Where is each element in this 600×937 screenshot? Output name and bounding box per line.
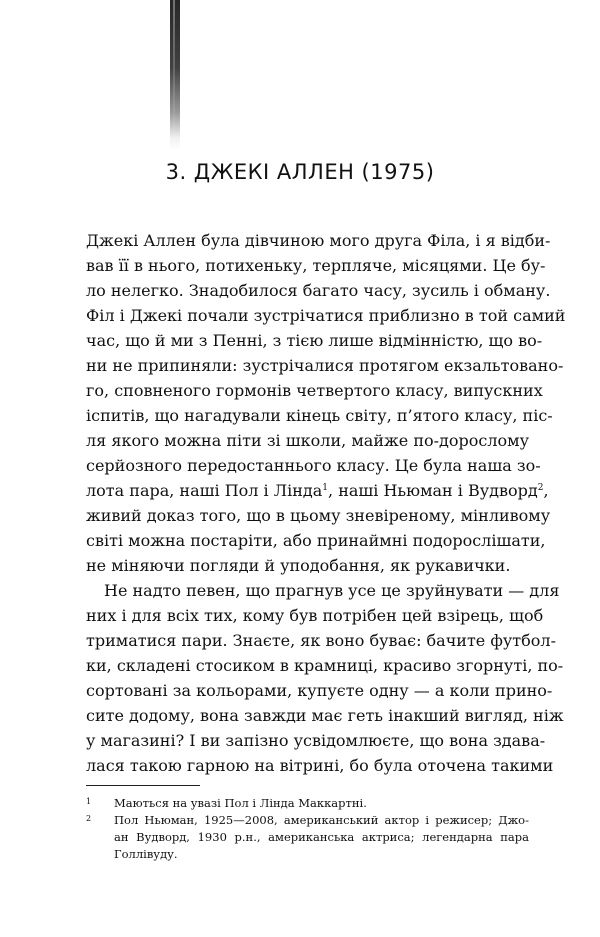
text-segment: лота пара, наші Пол і Лінда: [86, 481, 323, 500]
body-text: [86, 228, 566, 778]
text-line: іспитів, що нагадували кінець світу, п’ятого класу, піс-: [86, 406, 553, 425]
text-segment: ,: [543, 481, 549, 500]
text-line: не міняючи погляди й уподобання, як рукавички.: [86, 556, 511, 575]
text-line: живий доказ того, що в цьому зневіреному, мінливому: [86, 506, 551, 525]
text-line: у магазині? І ви запізно усвідомлюєте, що вона здава-: [86, 731, 546, 750]
text-line: сортовані за кольорами, купуєте одну — а коли прино-: [86, 681, 553, 700]
text-line: ля якого можна піти зі школи, майже по-дорослому: [86, 431, 529, 450]
chapter-title: 3. ДЖЕКІ АЛЛЕН (1975): [165, 160, 435, 184]
text-line: лася такою гарною на вітрині, бо була оточена такими: [86, 756, 554, 775]
footnote-text: ан Вудворд, 1930 р.н., американська актриса; легендарна пара: [114, 830, 529, 844]
text-line: го, сповненого гормонів четвертого класу, випускних: [86, 381, 543, 400]
footnote-1: [86, 795, 529, 812]
text-line: світі можна постаріти, або принаймні подорослішати,: [86, 531, 546, 550]
text-line: серйозного передостаннього класу. Це була наша зо-: [86, 456, 541, 475]
footnote-ref-2[interactable]: 2: [537, 483, 544, 493]
footnote-divider: [86, 785, 200, 786]
text-line: ни не припиняли: зустрічалися протягом екзальтовано-: [86, 356, 564, 375]
footnote-2: [86, 812, 529, 863]
text-line: ки, складені стосиком в крамниці, красиво згорнуті, по-: [86, 656, 564, 675]
footnote-text: Голлівуду.: [114, 847, 178, 861]
text-line: них і для всіх тих, кому був потрібен цей взірець, щоб: [86, 606, 544, 625]
footnotes: [86, 795, 529, 863]
bookmark-ribbon: [170, 0, 180, 150]
text-line: ло нелегко. Знадобилося багато часу, зусиль і обману.: [86, 281, 551, 300]
text-line: Філ і Джекі почали зустрічатися приблизно в той самий: [86, 306, 566, 325]
text-line: час, що й ми з Пенні, з тією лише відмінністю, що во-: [86, 331, 543, 350]
text-line-with-footnote-refs: [86, 478, 549, 503]
text-line: Не надто певен, що прагнув усе це зруйнувати — для: [104, 581, 560, 600]
footnote-number: 2: [86, 814, 92, 823]
footnote-text: Пол Ньюман, 1925—2008, американський актор і режисер; Джо-: [114, 813, 529, 827]
footnote-number: 1: [86, 797, 92, 806]
text-line: сите додому, вона завжди має геть інакший вигляд, ніж: [86, 706, 564, 725]
text-line: Джекі Аллен була дівчиною мого друга Філа, і я відби-: [86, 231, 551, 250]
text-line: вав її в нього, потихеньку, терпляче, місяцями. Це бу-: [86, 256, 546, 275]
text-segment: , наші Ньюман і Вудворд: [328, 481, 538, 500]
footnote-ref-1[interactable]: 1: [322, 483, 329, 493]
footnote-text: Маються на увазі Пол і Лінда Маккартні.: [114, 796, 367, 810]
text-line: триматися пари. Знаєте, як воно буває: бачите футбол-: [86, 631, 556, 650]
